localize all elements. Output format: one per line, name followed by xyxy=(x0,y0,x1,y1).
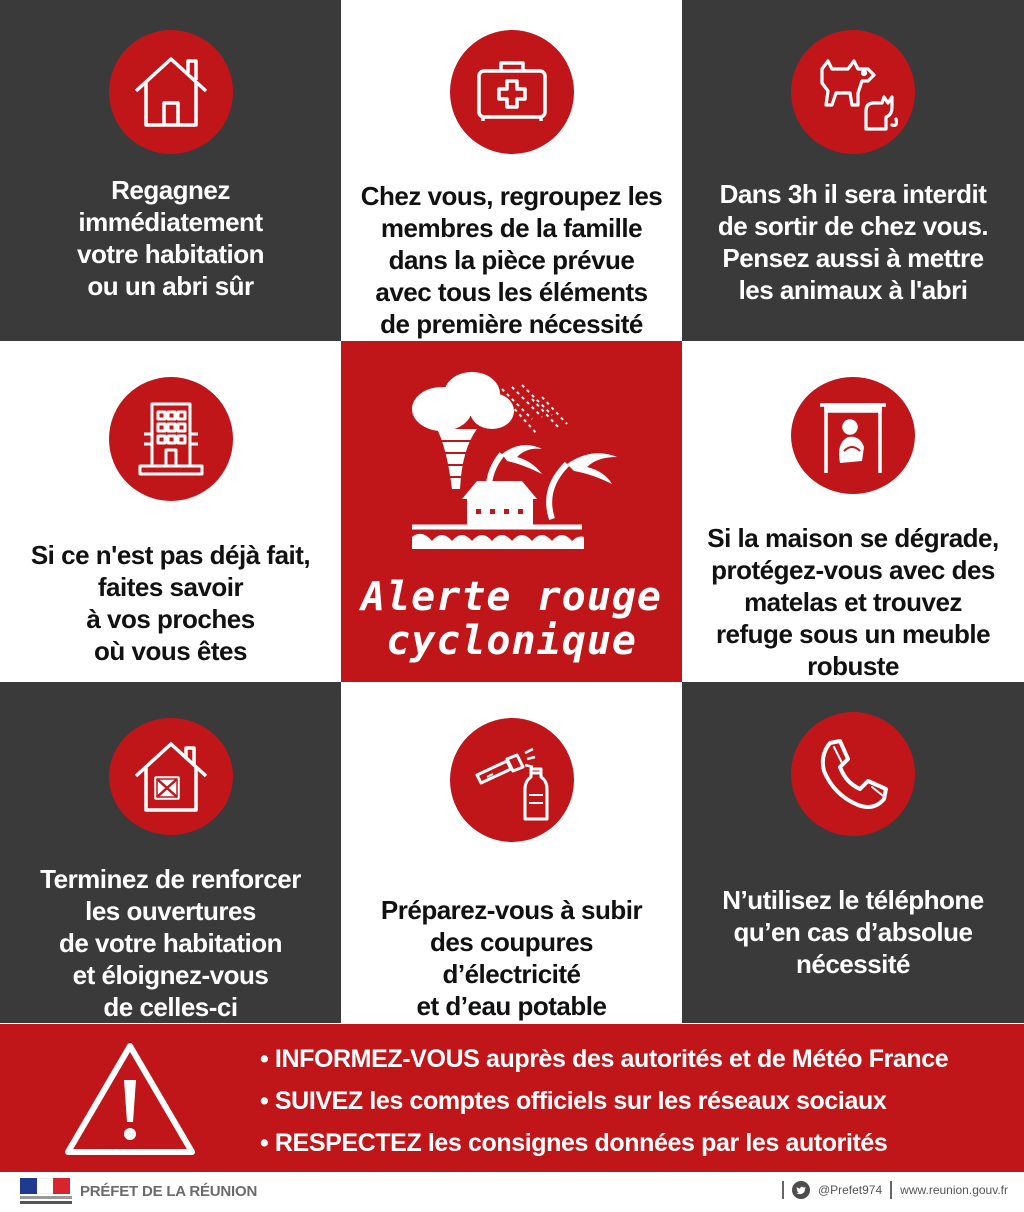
alert-title: Alerte rouge cyclonique xyxy=(361,574,662,664)
logo-republic-line xyxy=(20,1201,72,1204)
pets-icon xyxy=(791,30,915,154)
logo-motto-line xyxy=(20,1196,72,1199)
website-link[interactable]: www.reunion.gouv.fr xyxy=(900,1183,1008,1197)
divider xyxy=(890,1181,892,1199)
instruction-item: • SUIVEZ les comptes officiels sur les réseaux sociaux xyxy=(260,1087,887,1115)
card-curfew-pets xyxy=(682,0,1024,341)
card-text: Si ce n'est pas déjà fait, faites savoir à vos proches où vous êtes xyxy=(30,540,311,666)
prefecture-name: PRÉFET DE LA RÉUNION xyxy=(80,1183,258,1200)
building-icon xyxy=(109,377,233,501)
card-text: Terminez de renforcer les ouvertures de votre habitation et éloignez-vous de celles-ci xyxy=(40,864,301,1022)
first-aid-kit-icon xyxy=(450,30,574,154)
cyclone-storm-icon xyxy=(392,369,632,569)
card-group-family xyxy=(341,0,682,341)
twitter-handle-link[interactable]: @Prefet974 xyxy=(817,1183,883,1197)
footer-links xyxy=(782,1181,1008,1199)
shelter-under-furniture-icon xyxy=(791,377,915,494)
instruction-item: • RESPECTEZ les consignes données par les autorités xyxy=(260,1129,888,1157)
card-phone-usage xyxy=(682,682,1024,1023)
card-reinforce-openings xyxy=(0,682,341,1023)
instructions-banner xyxy=(0,1024,1024,1172)
card-inform-relatives xyxy=(0,341,341,682)
house-icon xyxy=(109,30,233,154)
card-shelter-furniture xyxy=(682,341,1024,682)
footer xyxy=(0,1172,1024,1212)
card-text: N’utilisez le téléphone qu’en cas d’absolue nécessité xyxy=(722,885,984,979)
card-text: Chez vous, regroupez les membres de la famille dans la pièce prévue avec tous les éléments de première nécessité xyxy=(360,181,663,339)
card-text: Préparez-vous à subir des coupures d’électricité et d’eau potable xyxy=(380,895,643,1021)
card-text: Dans 3h il sera interdit de sortir de chez vous. Pensez aussi à mettre les animaux à l'abri xyxy=(717,179,989,305)
card-regain-home xyxy=(0,0,341,341)
card-power-water-cuts xyxy=(341,682,682,1023)
flashlight-water-icon xyxy=(450,718,574,842)
divider xyxy=(782,1181,784,1199)
warning-icon xyxy=(62,1038,198,1160)
card-text: Si la maison se dégrade, protégez-vous avec des matelas et trouvez refuge sous un meuble robuste xyxy=(707,523,999,681)
boarded-house-icon xyxy=(109,718,233,835)
twitter-icon[interactable] xyxy=(792,1181,810,1199)
alert-center-panel xyxy=(341,341,682,682)
instruction-item: • INFORMEZ-VOUS auprès des autorités et de Météo France xyxy=(260,1045,949,1073)
french-republic-logo xyxy=(20,1178,70,1194)
instructions-list xyxy=(260,1038,948,1164)
card-text: Regagnez immédiatement votre habitation ou un abri sûr xyxy=(76,175,264,301)
phone-icon xyxy=(791,712,915,836)
